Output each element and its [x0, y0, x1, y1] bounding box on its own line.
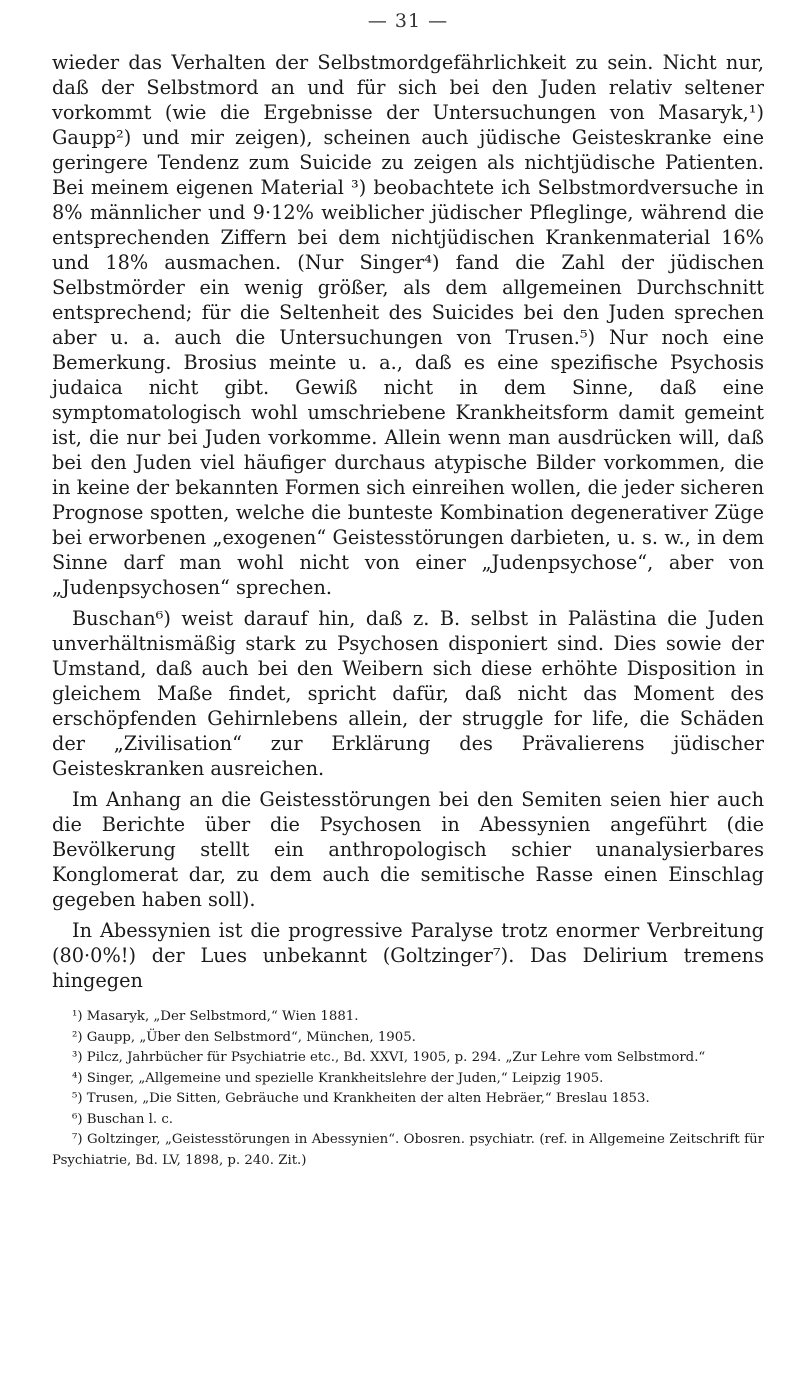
- paragraph-suicide: wieder das Verhalten der Selbstmordgefährlichkeit zu sein. Nicht nur, daß der Selbstmord an und für sich bei den Juden relativ seltener vorkommt (wie die Ergebnisse der Untersuchungen von Masaryk,¹) Gaupp²) und mir zeigen), scheinen auch jüdische Geisteskranke eine geringere Tendenz zum Suicide zu zeigen als nichtjüdische Patienten. Bei meinem eigenen Material ³) beobachtete ich Selbstmordversuche in 8% männlicher und 9·12% weiblicher jüdischer Pfleglinge, während die entsprechenden Ziffern bei dem nichtjüdischen Krankenmaterial 16% und 18% ausmachen. (Nur Singer⁴) fand die Zahl der jüdischen Selbstmörder ein wenig größer, als dem allgemeinen Durchschnitt entsprechend; für die Seltenheit des Suicides bei den Juden sprechen aber u. a. auch die Untersuchungen von Trusen.⁵) Nur noch eine Bemerkung. Brosius meinte u. a., daß es eine spezifische Psychosis judaica nicht gibt. Gewiß nicht in dem Sinne, daß eine symptomatologisch wohl umschriebene Krankheitsform damit gemeint ist, die nur bei Juden vorkomme. Allein wenn man ausdrücken will, daß bei den Juden viel häufiger durchaus atypische Bilder vorkommen, die in keine der bekannten Formen sich einreihen wollen, die jeder sicheren Prognose spotten, welche die bunteste Kombination degenerativer Züge bei erworbenen „exogenen“ Geistesstörungen darbieten, u. s. w., in dem Sinne darf man wohl nicht von einer „Judenpsychose“, aber von „Judenpsychosen“ sprechen.: [52, 51, 764, 599]
- paragraph-abessynien-intro: Im Anhang an die Geistesstörungen bei den Semiten seien hier auch die Berichte über die Psychosen in Abessynien angeführt (die Bevölkerung stellt ein anthropologisch schier unanalysierbares Konglomerat dar, zu dem auch die semitische Rasse einen Einschlag gegeben haben soll).: [52, 788, 764, 911]
- body-text: [52, 50, 764, 993]
- footnote-4: ⁴) Singer, „Allgemeine und spezielle Krankheitslehre der Juden,“ Leipzig 1905.: [72, 1070, 604, 1086]
- footnotes: [52, 1007, 764, 1171]
- footnote-2: ²) Gaupp, „Über den Selbstmord“, München, 1905.: [72, 1029, 416, 1045]
- footnote-1: ¹) Masaryk, „Der Selbstmord,“ Wien 1881.: [72, 1009, 359, 1024]
- footnote-7: ⁷) Goltzinger, „Geistesstörungen in Abessynien“. Obosren. psychiatr. (ref. in Allgemeine Zeitschrift für Psychiatrie, Bd. LV, 1898, p. 240. Zit.): [52, 1132, 764, 1168]
- book-page: [52, 0, 764, 1395]
- paragraph-buschan: Buschan⁶) weist darauf hin, daß z. B. selbst in Palästina die Juden unverhältnismäßig stark zu Psychosen disponiert sind. Dies sowie der Umstand, daß auch bei den Weibern sich diese erhöhte Disposition in gleichem Maße findet, spricht dafür, daß nicht das Moment des erschöpfenden Gehirnlebens allein, der struggle for life, die Schäden der „Zivilisation“ zur Erklärung des Prävalierens jüdischer Geisteskranken ausreichen.: [52, 607, 764, 780]
- footnote-3: ³) Pilcz, Jahrbücher für Psychiatrie etc., Bd. XXVI, 1905, p. 294. „Zur Lehre vom Selbstmord.“: [72, 1050, 706, 1065]
- page-number: — 31 —: [367, 10, 449, 32]
- footnote-6: ⁶) Buschan l. c.: [72, 1111, 174, 1127]
- footnote-5: ⁵) Trusen, „Die Sitten, Gebräuche und Krankheiten der alten Hebräer,“ Breslau 1853.: [72, 1091, 650, 1106]
- paragraph-paralyse: In Abessynien ist die progressive Paralyse trotz enormer Verbreitung (80·0%!) der Lues unbekannt (Goltzinger⁷). Das Delirium tremens hingegen: [52, 919, 764, 992]
